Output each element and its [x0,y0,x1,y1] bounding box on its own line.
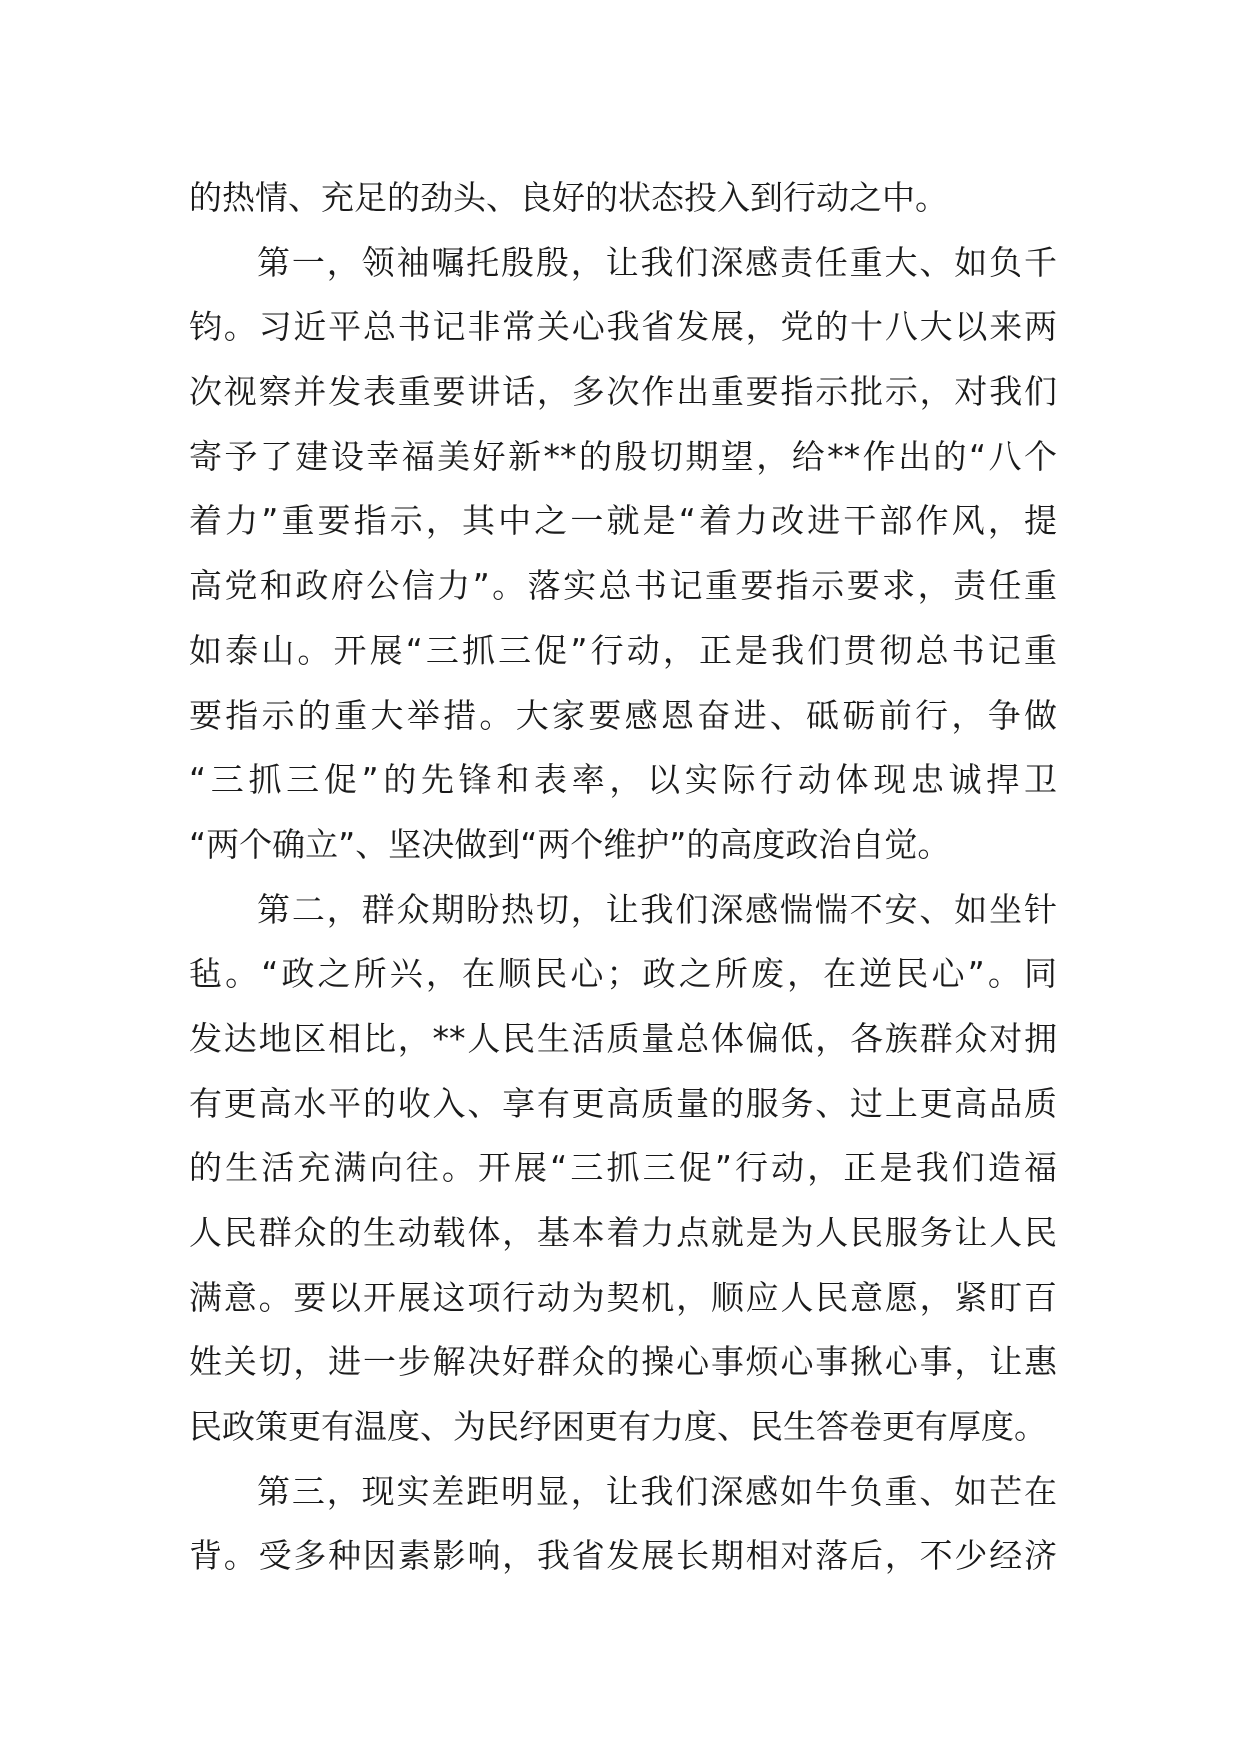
text-line: 满意。要以开展这项行动为契机，顺应人民意愿，紧盯百 [189,1277,1057,1317]
text-line: 第三，现实差距明显，让我们深感如牛负重、如芒在 [257,1471,1057,1511]
text-line: 寄予了建设幸福美好新**的殷切期望，给**作出的“八个 [189,436,1057,476]
text-line: 要指示的重大举措。大家要感恩奋进、砥砺前行，争做 [189,695,1057,735]
text-line: 民政策更有温度、为民纾困更有力度、民生答卷更有厚度。 [189,1407,1047,1447]
text-line: 毡。“政之所兴，在顺民心；政之所废，在逆民心”。同 [189,954,1057,994]
text-line: 如泰山。开展“三抓三促”行动，正是我们贯彻总书记重 [189,630,1057,670]
text-line: 第一，领袖嘱托殷殷，让我们深感责任重大、如负千 [257,242,1057,282]
text-line: 人民群众的生动载体，基本着力点就是为人民服务让人民 [189,1213,1057,1252]
text-line: “两个确立”、坚决做到“两个维护”的高度政治自觉。 [189,824,951,864]
text-line: “三抓三促”的先锋和表率，以实际行动体现忠诚捍卫 [189,760,1057,800]
text-line: 有更高水平的收入、享有更高质量的服务、过上更高品质 [189,1083,1057,1123]
text-line: 的热情、充足的劲头、良好的状态投入到行动之中。 [189,178,948,217]
text-line: 的生活充满向往。开展“三抓三促”行动，正是我们造福 [189,1148,1057,1188]
text-line: 背。受多种因素影响，我省发展长期相对落后，不少经济 [189,1536,1057,1576]
text-line: 高党和政府公信力”。落实总书记重要指示要求，责任重 [189,566,1057,606]
text-line: 着力”重要指示，其中之一就是“着力改进干部作风，提 [189,501,1057,541]
text-line: 钧。习近平总书记非常关心我省发展，党的十八大以来两 [189,307,1057,347]
text-line: 发达地区相比，**人民生活质量总体偏低，各族群众对拥 [189,1018,1057,1058]
text-line: 姓关切，进一步解决好群众的操心事烦心事揪心事，让惠 [189,1342,1057,1382]
text-line: 第二，群众期盼热切，让我们深感惴惴不安、如坐针 [257,889,1057,929]
document-body [189,166,1057,1589]
text-line: 次视察并发表重要讲话，多次作出重要指示批示，对我们 [189,372,1057,412]
